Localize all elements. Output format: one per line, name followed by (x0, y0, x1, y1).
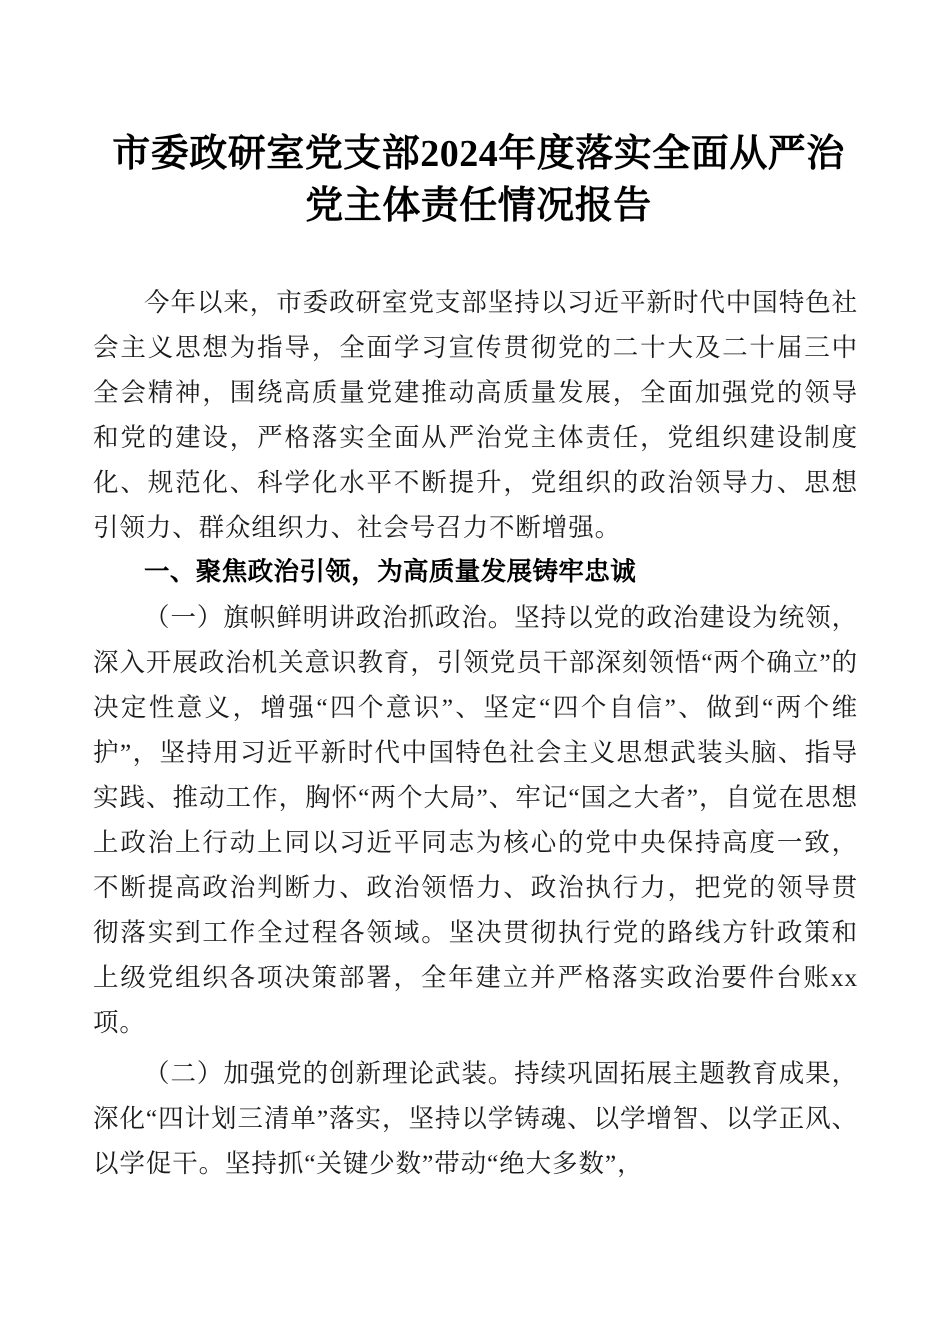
section-heading-1: 一、聚焦政治引领，为高质量发展铸牢忠诚 (144, 558, 637, 586)
page-title: 市委政研室党支部2024年度落实全面从严治党主体责任情况报告 (112, 133, 845, 227)
subsection-paragraph-2: （二）加强党的创新理论武装。持续巩固拓展主题教育成果，深化“四计划三清单”落实，坚持以学铸魂、以学增智、以学正风、以学促干。坚持抓“关键少数”带动“绝大多数”， (93, 1059, 858, 1178)
document-content (93, 0, 858, 1186)
opening-paragraph: 今年以来，市委政研室党支部坚持以习近平新时代中国特色社会主义思想为指导，全面学习宣传贯彻党的二十大及二十届三中全会精神，围绕高质量党建推动高质量发展，全面加强党的领导和党的建设，严格落实全面从严治党主体责任，党组织建设制度化、规范化、科学化水平不断提升，党组织的政治领导力、思想引领力、群众组织力、社会号召力不断增强。 (93, 288, 858, 542)
subsection-paragraph-1: （一）旗帜鲜明讲政治抓政治。坚持以党的政治建设为统领，深入开展政治机关意识教育，引领党员干部深刻领悟“两个确立”的决定性意义，增强“四个意识”、坚定“四个自信”、做到“两个维护”，坚持用习近平新时代中国特色社会主义思想武装头脑、指导实践、推动工作，胸怀“两个大局”、牢记“国之大者”，自觉在思想上政治上行动上同以习近平同志为核心的党中央保持高度一致，不断提高政治判断力、政治领悟力、政治执行力，把党的领导贯彻落实到工作全过程各领域。坚决贯彻执行党的路线方针政策和上级党组织各项决策部署，全年建立并严格落实政治要件台账xx项。 (93, 603, 858, 1037)
title-top-spacer (93, 0, 858, 128)
title-bottom-spacer (93, 232, 858, 280)
